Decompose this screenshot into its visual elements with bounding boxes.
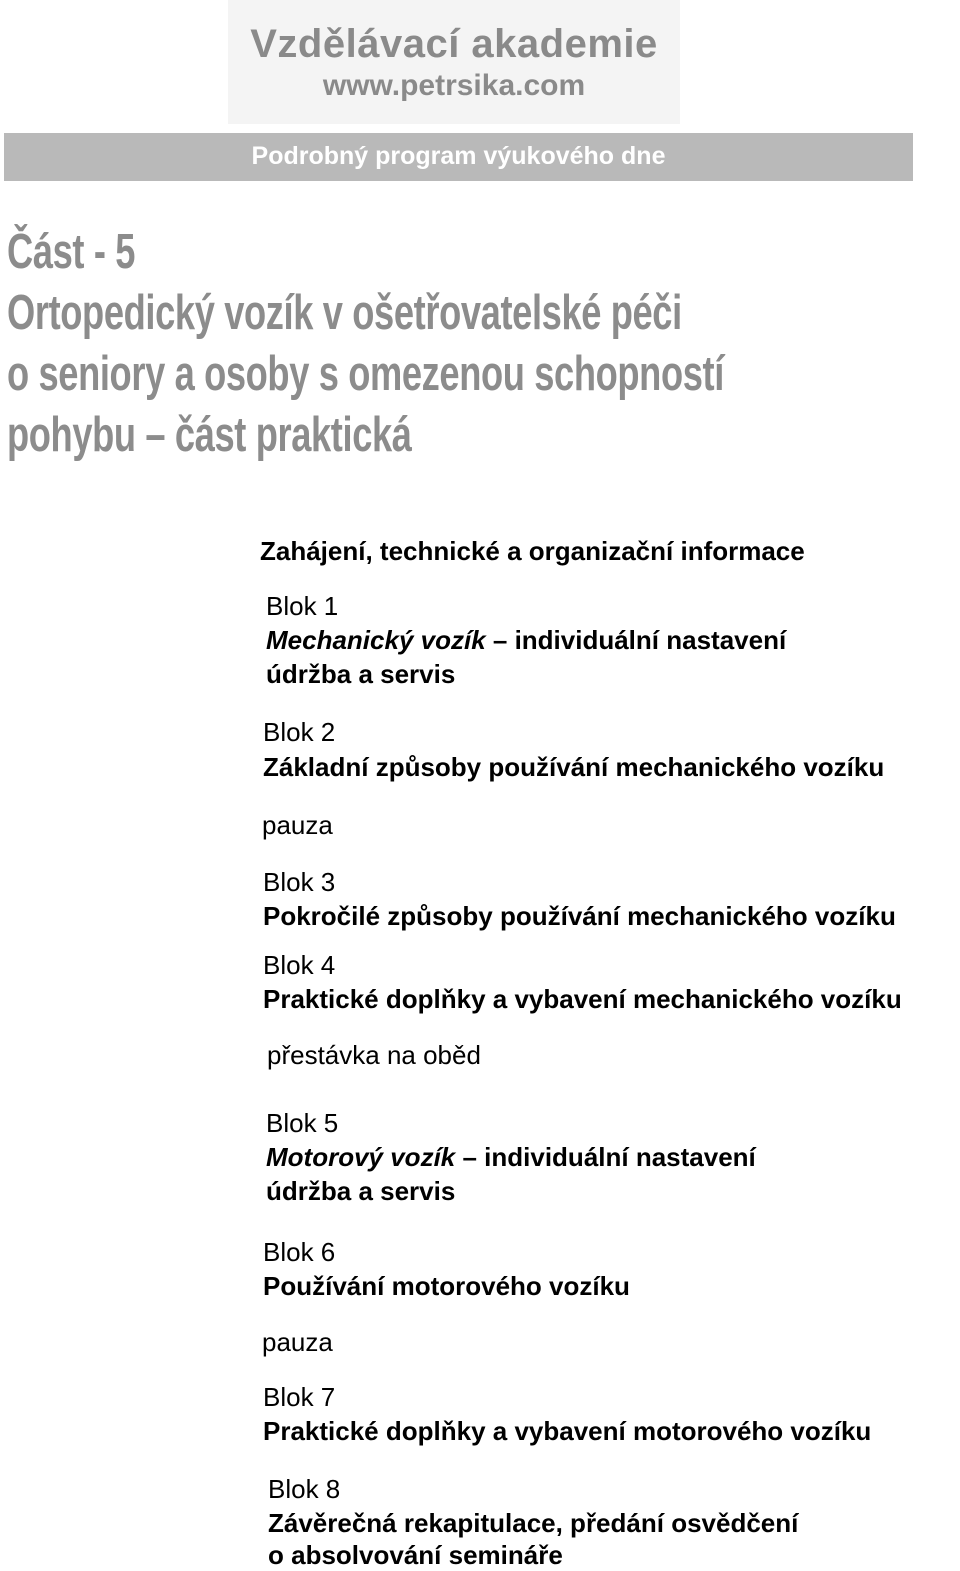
block-8-label: Blok 8 bbox=[268, 1474, 341, 1504]
block-2-label: Blok 2 bbox=[263, 717, 336, 747]
program-banner bbox=[4, 133, 913, 181]
part-title-line-4: pohybu – část praktická bbox=[7, 408, 412, 462]
logo-title: Vzdělávací akademie bbox=[250, 22, 658, 66]
block-6-title: Používání motorového vozíku bbox=[263, 1271, 630, 1301]
block-2-title: Základní způsoby používání mechanického vozíku bbox=[263, 752, 885, 782]
part-title-line-2: Ortopedický vozík v ošetřovatelské péči bbox=[7, 286, 682, 340]
lunch-break: přestávka na oběd bbox=[267, 1040, 481, 1070]
block-4-title: Praktické doplňky a vybavení mechanického vozíku bbox=[263, 984, 902, 1014]
pause-1: pauza bbox=[262, 810, 333, 840]
part-title-line-3: o seniory a osoby s omezenou schopností bbox=[7, 347, 724, 401]
block-8-line2: o absolvování semináře bbox=[268, 1540, 563, 1570]
part-title bbox=[7, 222, 724, 466]
block-1-line2: údržba a servis bbox=[266, 659, 456, 689]
block-5-title-italic: Motorový vozík bbox=[266, 1142, 456, 1172]
block-1-title-rest: – individuální nastavení bbox=[485, 625, 787, 655]
block-7-label: Blok 7 bbox=[263, 1382, 336, 1412]
block-3-label: Blok 3 bbox=[263, 867, 336, 897]
pause-2: pauza bbox=[262, 1327, 333, 1357]
block-5-label: Blok 5 bbox=[266, 1108, 339, 1138]
logo bbox=[228, 0, 680, 124]
block-5-line2: údržba a servis bbox=[266, 1176, 456, 1206]
banner-text: Podrobný program výukového dne bbox=[251, 142, 666, 170]
block-8-title: Závěrečná rekapitulace, předání osvědčení bbox=[268, 1508, 799, 1538]
block-4-label: Blok 4 bbox=[263, 950, 336, 980]
part-title-line-1: Část - 5 bbox=[7, 225, 136, 279]
block-5-title-rest: – individuální nastavení bbox=[455, 1142, 756, 1172]
block-7-title: Praktické doplňky a vybavení motorového vozíku bbox=[263, 1416, 872, 1446]
block-1-title-italic: Mechanický vozík bbox=[266, 625, 486, 655]
block-1-title bbox=[266, 624, 786, 656]
block-3-title: Pokročilé způsoby používání mechanického vozíku bbox=[263, 901, 896, 931]
intro-item: Zahájení, technické a organizační informace bbox=[260, 536, 805, 566]
block-5-title bbox=[266, 1141, 756, 1173]
block-6-label: Blok 6 bbox=[263, 1237, 336, 1267]
logo-url: www.petrsika.com bbox=[322, 69, 586, 102]
block-1-label: Blok 1 bbox=[266, 591, 339, 621]
